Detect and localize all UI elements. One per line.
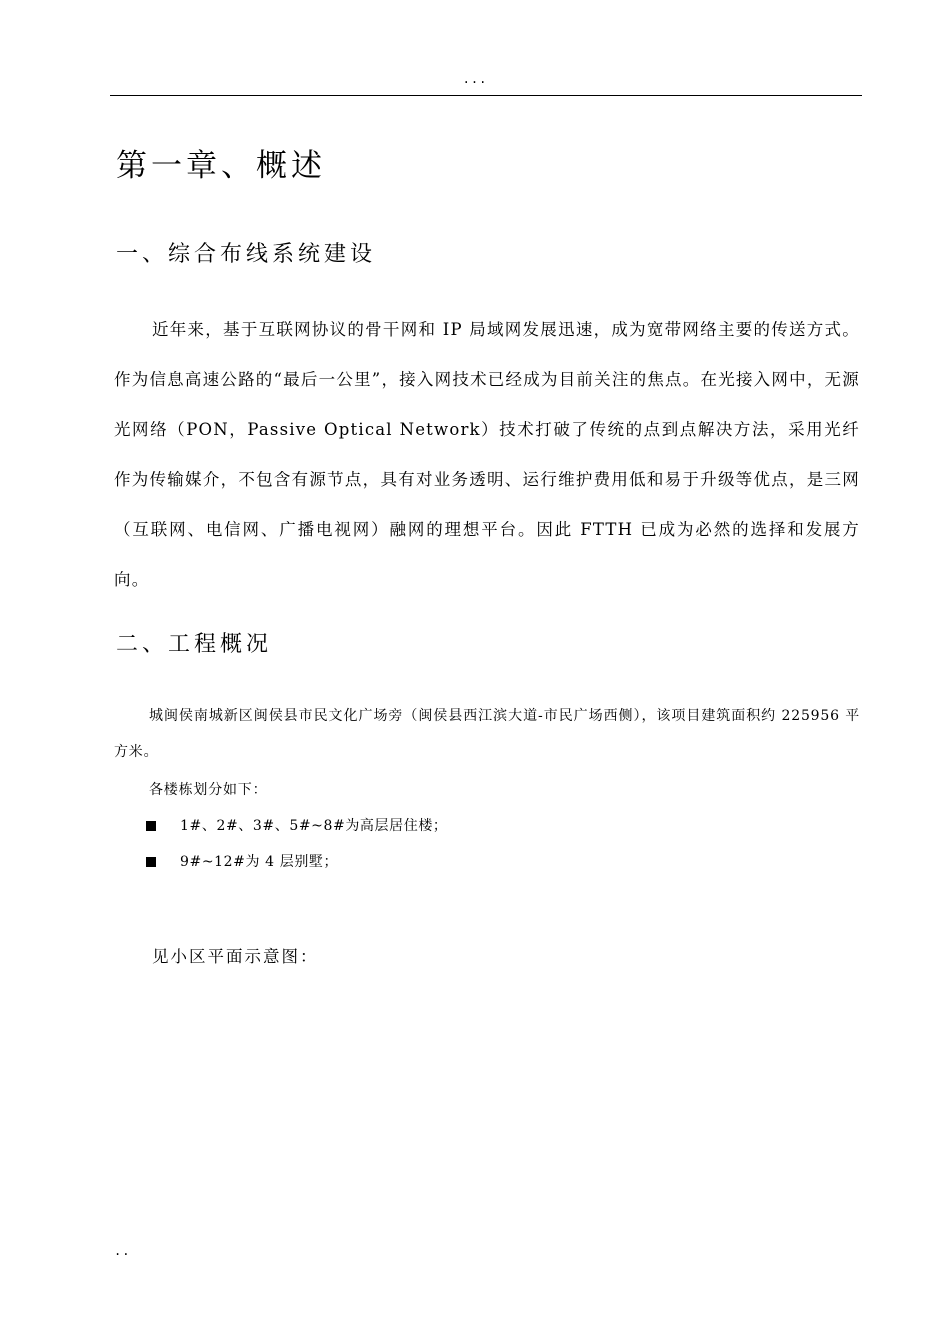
site-plan-note: 见小区平面示意图： [152,947,319,966]
bullet-square-icon [146,821,156,831]
chapter-title: 第一章、概述 [116,148,326,184]
bullet-square-icon [146,857,156,867]
building-list-intro: 各楼栋划分如下： [149,782,268,798]
page-footer: .. [114,1244,131,1258]
section-1-paragraph: 近年来，基于互联网协议的骨干网和 IP 局域网发展迅速，成为宽带网络主要的传送方式。作为信息高速公路的“最后一公里”，接入网技术已经成为目前关注的焦点。在光接入网中，无源光网络（PON，Passive Optical Network）技术打破了传统的点到点解决方法，采用光纤作为传输媒介，不包含有源节点，具有对业务透明、运行维护费用低和易于升级等优点，是三网（互联网、电信网、广播电视网）融网的理想平台。因此 FTTH 已成为必然的选择和发展方向。 [114,320,860,589]
list-item-text: 1#、2#、3#、5#~8#为高层居住楼； [180,818,448,834]
header-rule [110,95,862,96]
list-item [146,844,846,880]
section-title-1: 一、综合布线系统建设 [116,242,377,267]
building-list [146,808,846,880]
list-item [146,808,846,844]
list-item-text: 9#~12#为 4 层别墅； [180,854,339,870]
page-header: ... [462,72,488,86]
section-title-2: 二、工程概况 [116,632,273,657]
section-2-paragraph: 城闽侯南城新区闽侯县市民文化广场旁（闽侯县西江滨大道-市民广场西侧），该项目建筑面积约 225956 平方米。 [114,708,860,760]
